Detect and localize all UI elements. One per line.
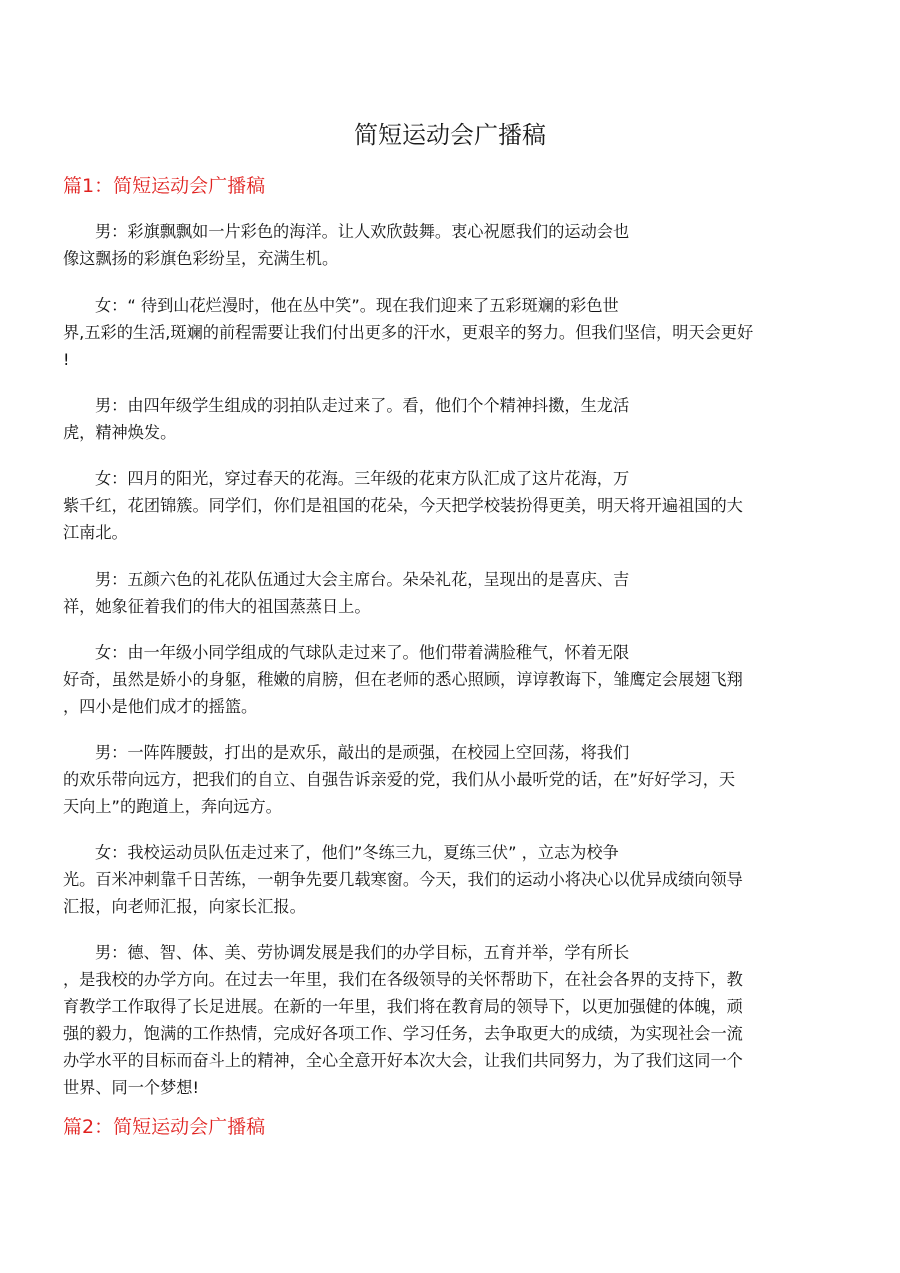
paragraph-9-line-3: 育教学工作取得了长足进展。在新的一年里，我们将在教育局的领导下，以更加强健的体魄，顽 xyxy=(63,997,743,1016)
paragraph-7-line-1: 男：一阵阵腰鼓，打出的是欢乐，敲出的是顽强，在校园上空回荡，将我们 xyxy=(95,743,630,762)
paragraph-4-line-2: 紫千红，花团锦簇。同学们，你们是祖国的花朵，今天把学校装扮得更美，明天将开遍祖国的大 xyxy=(63,496,743,515)
paragraph-9-line-6: 世界、同一个梦想! xyxy=(63,1078,199,1097)
paragraph-9-line-1: 男：德、智、体、美、劳协调发展是我们的办学目标，五育并举，学有所长 xyxy=(95,943,630,962)
paragraph-9-line-4: 强的毅力，饱满的工作热情，完成好各项工作、学习任务，去争取更大的成绩，为实现社会一流 xyxy=(63,1024,743,1043)
paragraph-8-line-3: 汇报，向老师汇报，向家长汇报。 xyxy=(63,897,306,916)
paragraph-5-line-2: 祥，她象征着我们的伟大的祖国蒸蒸日上。 xyxy=(63,597,371,616)
paragraph-4-line-3: 江南北。 xyxy=(63,523,128,542)
paragraph-9-line-2: ，是我校的办学方向。在过去一年里，我们在各级领导的关怀帮助下，在社会各界的支持下，教 xyxy=(63,970,743,989)
paragraph-8-line-1: 女：我校运动员队伍走过来了，他们”冬练三九，夏练三伏” ，立志为校争 xyxy=(95,843,619,862)
paragraph-6-line-2: 好奇，虽然是娇小的身躯，稚嫩的肩膀，但在老师的悉心照顾，谆谆教诲下，雏鹰定会展翅飞翔 xyxy=(63,670,743,689)
paragraph-4-line-1: 女：四月的阳光，穿过春天的花海。三年级的花束方队汇成了这片花海，万 xyxy=(95,469,630,488)
paragraph-3-line-1: 男：由四年级学生组成的羽拍队走过来了。看，他们个个精神抖擞，生龙活 xyxy=(95,396,630,415)
paragraph-3-line-2: 虎，精神焕发。 xyxy=(63,423,177,442)
paragraph-2-line-3: ! xyxy=(63,350,70,369)
paragraph-8-line-2: 光。百米冲刺靠千日苦练，一朝争先要几载寒窗。今天，我们的运动小将决心以优异成绩向领导 xyxy=(63,870,743,889)
paragraph-2-line-1: 女：“ 待到山花烂漫时，他在丛中笑”。现在我们迎来了五彩斑斓的彩色世 xyxy=(95,296,619,315)
page-title: 简短运动会广播稿 xyxy=(354,121,546,149)
paragraph-6-line-1: 女：由一年级小同学组成的气球队走过来了。他们带着满脸稚气，怀着无限 xyxy=(95,643,630,662)
paragraph-9-line-5: 办学水平的目标而奋斗上的精神，全心全意开好本次大会，让我们共同努力，为了我们这同一个 xyxy=(63,1051,743,1070)
section-heading-1: 篇1：简短运动会广播稿 xyxy=(63,175,266,197)
paragraph-7-line-3: 天向上”的跑道上，奔向远方。 xyxy=(63,797,282,816)
paragraph-7-line-2: 的欢乐带向远方，把我们的自立、自强告诉亲爱的党，我们从小最听党的话，在”好好学习，天 xyxy=(63,770,736,789)
paragraph-2-line-2: 界,五彩的生活,斑斓的前程需要让我们付出更多的汗水，更艰辛的努力。但我们坚信，明天会更好 xyxy=(63,323,754,342)
section-heading-2: 篇2：简短运动会广播稿 xyxy=(63,1116,266,1138)
paragraph-1-line-1: 男：彩旗飘飘如一片彩色的海洋。让人欢欣鼓舞。衷心祝愿我们的运动会也 xyxy=(95,222,630,241)
paragraph-1-line-2: 像这飘扬的彩旗色彩纷呈，充满生机。 xyxy=(63,249,339,268)
paragraph-5-line-1: 男：五颜六色的礼花队伍通过大会主席台。朵朵礼花，呈现出的是喜庆、吉 xyxy=(95,570,630,589)
paragraph-6-line-3: ，四小是他们成才的摇篮。 xyxy=(63,697,258,716)
